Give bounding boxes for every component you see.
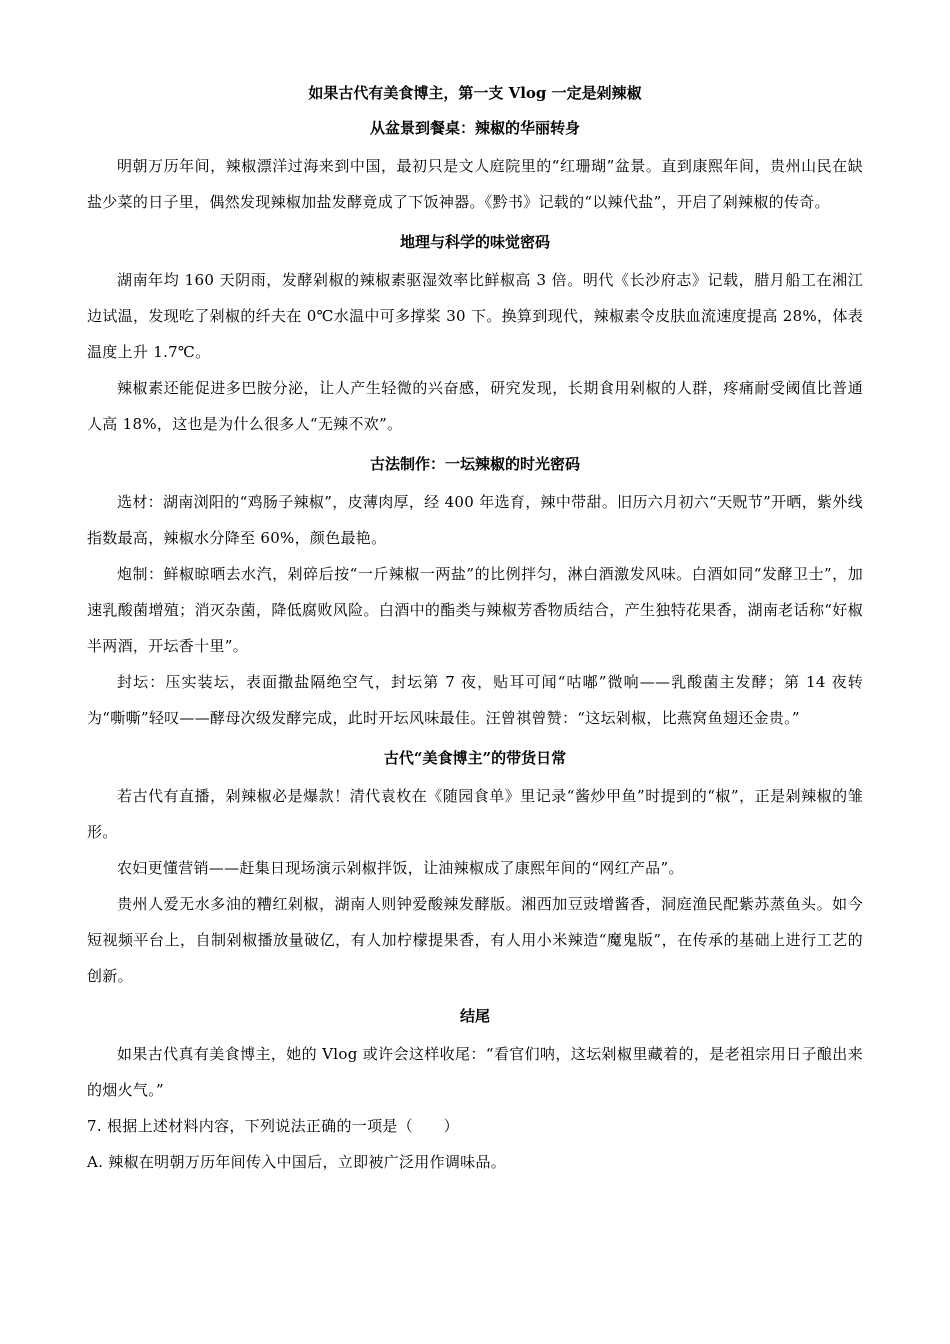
paragraph: 湖南年均 160 天阴雨，发酵剁椒的辣椒素驱湿效率比鲜椒高 3 倍。明代《长沙府志》记载，腊月船工在湘江边试温，发现吃了剁椒的纤夫在 0℃水温中可多撑桨 30 下。换算到现代，辣椒素令皮肤血流速度提高 28%，体表温度上升 1.7℃。	[87, 271, 863, 361]
paragraph: 炮制：鲜椒晾晒去水汽，剁碎后按“一斤辣椒一两盐”的比例拌匀，淋白酒激发风味。白酒如同“发酵卫士”，加速乳酸菌增殖；消灭杂菌，降低腐败风险。白酒中的酯类与辣椒芳香物质结合，产生独特花果香，湖南老话称“好椒半两酒，开坛香十里”。	[87, 565, 863, 655]
section-heading-4: 古代“美食博主”的带货日常	[383, 749, 567, 767]
paragraph: 选材：湖南浏阳的“鸡肠子辣椒”，皮薄肉厚，经 400 年选育，辣中带甜。旧历六月初六“天贶节”开晒，紫外线指数最高，辣椒水分降至 60%，颜色最艳。	[87, 493, 863, 547]
paragraph: 辣椒素还能促进多巴胺分泌，让人产生轻微的兴奋感，研究发现，长期食用剁椒的人群，疼痛耐受阈值比普通人高 18%，这也是为什么很多人“无辣不欢”。	[87, 379, 863, 433]
question-stem: 7. 根据上述材料内容，下列说法正确的一项是（ ）	[87, 1117, 459, 1135]
paragraph: 农妇更懂营销——赶集日现场演示剁椒拌饭，让油辣椒成了康熙年间的“网红产品”。	[117, 859, 684, 877]
section-heading-2: 地理与科学的味觉密码	[399, 233, 550, 251]
paragraph: 若古代有直播，剁辣椒必是爆款！清代袁枚在《随园食单》里记录“酱炒甲鱼”时提到的“椒”，正是剁辣椒的雏形。	[87, 787, 863, 841]
document-page	[87, 78, 863, 1180]
section-heading-3: 古法制作：一坛辣椒的时光密码	[369, 455, 580, 473]
paragraph: 如果古代真有美食博主，她的 Vlog 或许会这样收尾：“看官们呐，这坛剁椒里藏着的，是老祖宗用日子酿出来的烟火气。”	[87, 1045, 863, 1099]
article-title: 如果古代有美食博主，第一支 Vlog 一定是剁辣椒	[308, 84, 642, 102]
paragraph: 封坛：压实装坛，表面撒盐隔绝空气，封坛第 7 夜，贴耳可闻“咕嘟”微响——乳酸菌主发酵；第 14 夜转为“嘶嘶”轻叹——酵母次级发酵完成，此时开坛风味最佳。汪曾祺曾赞：“这坛剁椒，比燕窝鱼翅还金贵。”	[87, 673, 863, 727]
paragraph: 明朝万历年间，辣椒漂洋过海来到中国，最初只是文人庭院里的“红珊瑚”盆景。直到康熙年间，贵州山民在缺盐少菜的日子里，偶然发现辣椒加盐发酵竟成了下饭神器。《黔书》记载的“以辣代盐”，开启了剁辣椒的传奇。	[87, 157, 863, 211]
section-heading-1: 从盆景到餐桌：辣椒的华丽转身	[369, 119, 580, 137]
answer-option-a[interactable]: A. 辣椒在明朝万历年间传入中国后，立即被广泛用作调味品。	[87, 1153, 507, 1171]
paragraph: 贵州人爱无水多油的糟红剁椒，湖南人则钟爱酸辣发酵版。湘西加豆豉增酱香，洞庭渔民配紫苏蒸鱼头。如今短视频平台上，自制剁椒播放量破亿，有人加柠檬提果香，有人用小米辣造“魔鬼版”，在传承的基础上进行工艺的创新。	[87, 895, 863, 985]
section-heading-5: 结尾	[459, 1007, 490, 1025]
